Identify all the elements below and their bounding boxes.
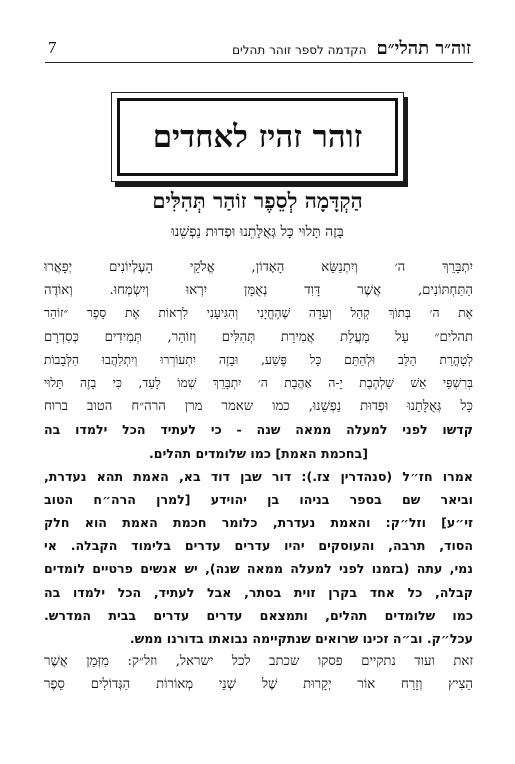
body-text [44, 256, 473, 697]
body-line: זאת ועוד נתקיים פסקו שכתב לכל ישראל, וזל״ק: מִזְּמַן אֲשֶׁר [44, 654, 473, 670]
banner-title: זוהר זהיז לאחדים [152, 119, 363, 155]
body-line: נמי, עתה (בזמנו לפני למעלה ממאה שנה), יש אנשים פרטיים לומדים [44, 561, 473, 577]
running-head-section-title: הקדמה לספר זוהר תהלים [232, 43, 367, 57]
body-line: הסוד, תרבה, והעוסקים יהיו עדרים עדרים בלימוד הקבלה. אי [44, 538, 473, 554]
body-line: אמרו חז״ל (סנהדרין צז.): דור שבן דוד בא, האמת תהא נעדרת, [44, 468, 473, 484]
body-line: אֶת ה׳ בְּתוֹךְ קְהַל וְעֵדָה שֶׁהֶחֱיָנִי וְהִגִּיעָנִי לִרְאוֹת אֶת סֵפֶר ״זוֹהַר [44, 306, 473, 321]
title-banner-inner-frame [117, 98, 398, 176]
body-line: לְטָהֳרַת הַלֵּב וּלְהַתֵּם כָּל פֶּשַׁע, וּבָזֶה יִתְעוֹרְרוּ וְיִתְלַהֲבוּ הַלְּבָבוֹת [44, 352, 473, 367]
body-line: קבלה, כל אחד בקרן זוית בסתר, אבל לעתיד, הכל ילמדו בה [44, 584, 473, 600]
body-line: זי״ע] וזל״ק: והאמת נעדרת, כלומר חכמת האמת הוא חלק [44, 515, 473, 531]
body-line: כָּל גְּאֻלָּתֵנוּ וּפְדוּת נַפְשֵׁנוּ, כמו שאמר מרן הרה״ח הטוב ברוח [44, 399, 473, 415]
body-line: תהלים״ עַל מַעֲלַת אֲמִירַת תְּהִלִּים וְזוֹהַר, תְּמִידִים כְּסִדְרָם [44, 329, 473, 345]
body-line: קדשו לפני למעלה ממאה שנה - כי לעתיד הכל ילמדו בה [44, 422, 473, 438]
intro-subtitle: בָּזֶה תָּלוּי כָּל גְּאֻלָּתֵנוּ וּפְדוּת נַפְשֵׁנוּ [171, 224, 344, 240]
header-rule [45, 62, 473, 63]
body-line: יִתְבָּרֵךְ ה׳ וְיִתְנַשֵּׂא הָאָדוֹן, אֱלֹקֵי הָעֶלְיוֹנִים יְפָאֲרוּ [44, 260, 473, 275]
running-head [232, 38, 471, 59]
running-head-book-title: זוה״ר תהלי״ם [376, 38, 471, 59]
body-line: וביאר שם בספר בניהו בן יהוידע [למרן הרה״ח הטוב [44, 491, 473, 507]
body-line: בְּרִשְׁפֵּי אֵשׁ שַׁלְהֶבֶת יָ-ה אַהֲבַת ה׳ יִתְבָּרֵךְ שְׁמוֹ לָעַד, כִּי בָזֶה תָּלוּי [44, 375, 473, 390]
page-number: 7 [48, 38, 57, 57]
title-banner [111, 92, 404, 182]
body-line: הַתַּחְתּוֹנִים, אֲשֶׁר דָּוִד נְאֻמָּן יִרְאוּ וְיִשְׂמְחוּ. וְאוֹדֶה [44, 283, 473, 299]
body-line: הֵצִיץ וְזָרַח אוֹר יְקָרוּת שֶׁל שְׁנֵי מְאוֹרוֹת הַגְּדוֹלִים סֵפֶר [44, 677, 473, 693]
body-line: כמו שלומדים תהלים, ותמצאם עדרים עדרים בבית המדרש. [44, 607, 473, 623]
body-line: [בחכמת האמת] כמו שלומדים תהלים. [149, 445, 368, 461]
intro-title: הַקְדָּמָה לְסֵפֶר זוֹהַר תְּהִלִּים [152, 188, 363, 213]
body-line: עכל״ק. וב״ה זכינו שרואים שנתקיימה נבואתו בדורנו ממש. [129, 631, 473, 646]
